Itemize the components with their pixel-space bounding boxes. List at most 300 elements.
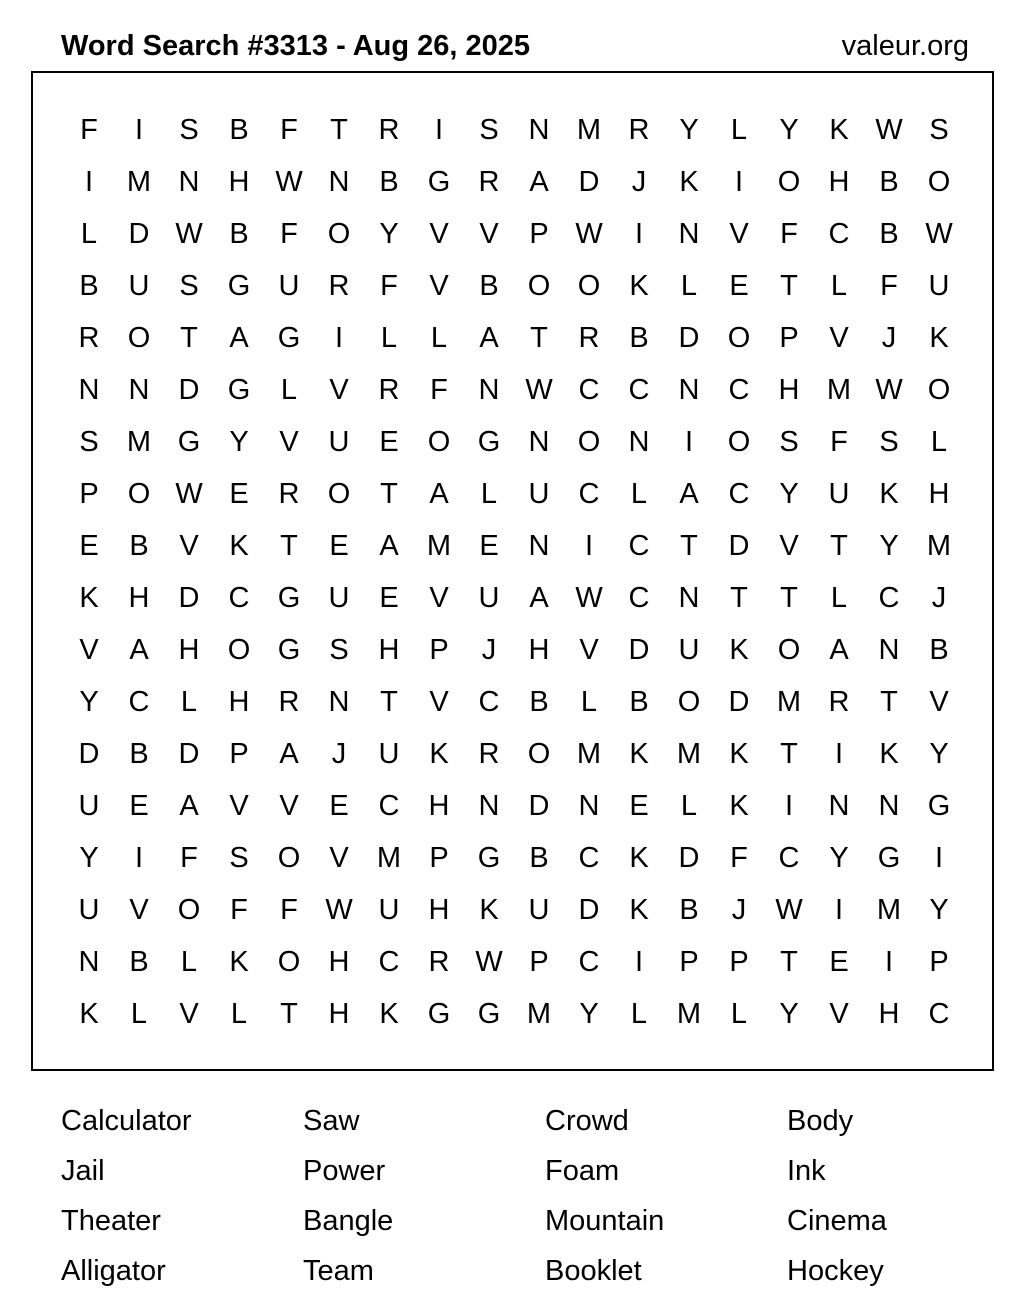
grid-letter[interactable]: O [527,270,551,302]
grid-letter[interactable]: C [828,218,850,250]
grid-letter[interactable]: K [879,478,899,510]
grid-letter[interactable]: H [328,946,350,978]
grid-letter[interactable]: D [78,738,100,770]
grid-letter[interactable]: E [379,582,399,614]
grid-letter[interactable]: B [629,686,649,718]
grid-letter[interactable]: N [128,374,150,406]
grid-letter[interactable]: C [578,946,600,978]
grid-letter[interactable]: C [578,842,600,874]
grid-letter[interactable]: U [328,426,350,458]
grid-letter[interactable]: D [178,374,200,406]
grid-letter[interactable]: Y [779,114,799,146]
grid-letter[interactable]: F [880,270,898,302]
grid-letter[interactable]: L [730,114,748,146]
grid-letter[interactable]: E [329,790,349,822]
grid-letter[interactable]: K [479,894,499,926]
grid-letter[interactable]: V [129,894,149,926]
grid-letter[interactable]: G [277,322,301,354]
grid-letter[interactable]: E [479,530,499,562]
grid-letter[interactable]: S [79,426,99,458]
grid-letter[interactable]: B [129,738,149,770]
grid-letter[interactable]: U [378,894,400,926]
grid-letter[interactable]: N [878,634,900,666]
grid-letter[interactable]: D [728,686,750,718]
grid-letter[interactable]: F [730,842,748,874]
grid-letter[interactable]: P [529,218,549,250]
grid-letter[interactable]: V [429,582,449,614]
grid-letter[interactable]: L [730,998,748,1030]
grid-letter[interactable]: W [575,218,603,250]
grid-letter[interactable]: R [478,738,500,770]
grid-letter[interactable]: A [529,166,549,198]
grid-letter[interactable]: H [328,998,350,1030]
grid-letter[interactable]: L [830,270,848,302]
grid-letter[interactable]: D [578,166,600,198]
grid-letter[interactable]: B [129,530,149,562]
grid-letter[interactable]: V [279,426,299,458]
grid-letter[interactable]: U [378,738,400,770]
grid-letter[interactable]: B [229,114,249,146]
grid-letter[interactable]: T [330,114,348,146]
grid-letter[interactable]: A [429,478,449,510]
grid-letter[interactable]: H [928,478,950,510]
grid-letter[interactable]: M [676,738,702,770]
grid-letter[interactable]: G [277,582,301,614]
grid-letter[interactable]: P [229,738,249,770]
grid-letter[interactable]: R [278,686,300,718]
grid-letter[interactable]: V [329,374,349,406]
grid-letter[interactable]: F [180,842,198,874]
grid-letter[interactable]: L [280,374,298,406]
grid-letter[interactable]: M [826,374,852,406]
grid-letter[interactable]: P [429,634,449,666]
grid-letter[interactable]: E [629,790,649,822]
grid-letter[interactable]: C [728,374,750,406]
grid-letter[interactable]: M [676,998,702,1030]
grid-letter[interactable]: V [79,634,99,666]
grid-letter[interactable]: C [578,478,600,510]
grid-letter[interactable]: L [680,270,698,302]
grid-letter[interactable]: G [927,790,951,822]
grid-letter[interactable]: O [427,426,451,458]
grid-letter[interactable]: U [528,894,550,926]
grid-letter[interactable]: G [177,426,201,458]
grid-letter[interactable]: A [229,322,249,354]
grid-letter[interactable]: N [478,790,500,822]
grid-letter[interactable]: R [78,322,100,354]
grid-letter[interactable]: S [879,426,899,458]
grid-letter[interactable]: C [628,530,650,562]
grid-letter[interactable]: T [780,582,798,614]
grid-letter[interactable]: V [429,218,449,250]
grid-letter[interactable]: G [427,166,451,198]
grid-letter[interactable]: B [879,218,899,250]
grid-letter[interactable]: A [379,530,399,562]
grid-letter[interactable]: V [829,322,849,354]
grid-letter[interactable]: T [780,270,798,302]
grid-letter[interactable]: I [734,166,744,198]
grid-letter[interactable]: C [928,998,950,1030]
grid-letter[interactable]: P [779,322,799,354]
grid-letter[interactable]: W [925,218,953,250]
grid-letter[interactable]: K [429,738,449,770]
grid-letter[interactable]: K [79,998,99,1030]
grid-letter[interactable]: T [380,686,398,718]
grid-letter[interactable]: C [578,374,600,406]
grid-letter[interactable]: E [329,530,349,562]
grid-letter[interactable]: H [228,686,250,718]
grid-letter[interactable]: R [628,114,650,146]
grid-letter[interactable]: K [879,738,899,770]
grid-letter[interactable]: H [778,374,800,406]
grid-letter[interactable]: T [530,322,548,354]
grid-letter[interactable]: M [426,530,452,562]
grid-letter[interactable]: R [378,374,400,406]
grid-letter[interactable]: V [479,218,499,250]
grid-letter[interactable]: B [929,634,949,666]
grid-letter[interactable]: M [776,686,802,718]
grid-letter[interactable]: R [328,270,350,302]
grid-letter[interactable]: E [129,790,149,822]
grid-letter[interactable]: E [379,426,399,458]
grid-letter[interactable]: R [378,114,400,146]
grid-letter[interactable]: O [777,166,801,198]
grid-letter[interactable]: N [178,166,200,198]
grid-letter[interactable]: B [79,270,99,302]
grid-letter[interactable]: W [475,946,503,978]
grid-letter[interactable]: O [127,478,151,510]
grid-letter[interactable]: P [529,946,549,978]
grid-letter[interactable]: I [934,842,944,874]
grid-letter[interactable]: A [179,790,199,822]
grid-letter[interactable]: J [731,894,747,926]
grid-letter[interactable]: K [729,790,749,822]
grid-letter[interactable]: W [575,582,603,614]
grid-letter[interactable]: T [380,478,398,510]
grid-letter[interactable]: C [628,582,650,614]
grid-letter[interactable]: B [879,166,899,198]
grid-letter[interactable]: A [129,634,149,666]
grid-letter[interactable]: C [128,686,150,718]
grid-letter[interactable]: O [677,686,701,718]
grid-letter[interactable]: I [634,946,644,978]
grid-letter[interactable]: V [829,998,849,1030]
grid-letter[interactable]: L [180,946,198,978]
grid-letter[interactable]: W [275,166,303,198]
grid-letter[interactable]: B [229,218,249,250]
grid-letter[interactable]: G [277,634,301,666]
grid-letter[interactable]: H [178,634,200,666]
grid-letter[interactable]: M [376,842,402,874]
grid-letter[interactable]: U [78,894,100,926]
grid-letter[interactable]: D [178,582,200,614]
grid-letter[interactable]: O [327,218,351,250]
grid-letter[interactable]: K [629,894,649,926]
grid-letter[interactable]: N [678,374,700,406]
grid-letter[interactable]: M [526,998,552,1030]
grid-letter[interactable]: B [479,270,499,302]
grid-letter[interactable]: Y [929,894,949,926]
grid-letter[interactable]: C [728,478,750,510]
grid-letter[interactable]: Y [779,998,799,1030]
grid-letter[interactable]: B [629,322,649,354]
grid-letter[interactable]: C [378,946,400,978]
grid-letter[interactable]: G [477,426,501,458]
grid-letter[interactable]: K [629,738,649,770]
grid-letter[interactable]: R [828,686,850,718]
grid-letter[interactable]: Y [929,738,949,770]
grid-letter[interactable]: L [80,218,98,250]
grid-letter[interactable]: A [829,634,849,666]
grid-letter[interactable]: N [528,114,550,146]
grid-letter[interactable]: I [784,790,794,822]
grid-letter[interactable]: H [378,634,400,666]
grid-letter[interactable]: B [129,946,149,978]
grid-letter[interactable]: S [929,114,949,146]
grid-letter[interactable]: I [134,114,144,146]
grid-letter[interactable]: U [328,582,350,614]
grid-letter[interactable]: R [278,478,300,510]
grid-letter[interactable]: R [478,166,500,198]
grid-letter[interactable]: T [780,946,798,978]
grid-letter[interactable]: P [679,946,699,978]
grid-letter[interactable]: K [79,582,99,614]
grid-letter[interactable]: N [678,582,700,614]
grid-letter[interactable]: D [178,738,200,770]
grid-letter[interactable]: L [630,998,648,1030]
grid-letter[interactable]: K [629,270,649,302]
grid-letter[interactable]: S [479,114,499,146]
grid-letter[interactable]: C [478,686,500,718]
grid-letter[interactable]: Y [229,426,249,458]
grid-letter[interactable]: C [628,374,650,406]
grid-letter[interactable]: Y [79,686,99,718]
grid-letter[interactable]: K [729,634,749,666]
grid-letter[interactable]: P [429,842,449,874]
grid-letter[interactable]: Y [779,478,799,510]
grid-letter[interactable]: U [278,270,300,302]
grid-letter[interactable]: W [875,374,903,406]
grid-letter[interactable]: F [430,374,448,406]
grid-letter[interactable]: N [528,426,550,458]
grid-letter[interactable]: L [130,998,148,1030]
grid-letter[interactable]: K [379,998,399,1030]
grid-letter[interactable]: U [678,634,700,666]
grid-letter[interactable]: B [529,686,549,718]
grid-letter[interactable]: O [727,426,751,458]
grid-letter[interactable]: T [180,322,198,354]
grid-letter[interactable]: B [679,894,699,926]
grid-letter[interactable]: G [227,270,251,302]
grid-letter[interactable]: E [229,478,249,510]
grid-letter[interactable]: D [528,790,550,822]
grid-letter[interactable]: M [126,166,152,198]
grid-letter[interactable]: O [327,478,351,510]
grid-letter[interactable]: O [777,634,801,666]
grid-letter[interactable]: V [579,634,599,666]
grid-letter[interactable]: W [775,894,803,926]
grid-letter[interactable]: V [179,998,199,1030]
grid-letter[interactable]: C [878,582,900,614]
grid-letter[interactable]: K [729,738,749,770]
grid-letter[interactable]: R [578,322,600,354]
grid-letter[interactable]: Y [879,530,899,562]
grid-letter[interactable]: V [929,686,949,718]
grid-letter[interactable]: K [229,946,249,978]
grid-letter[interactable]: J [481,634,497,666]
grid-letter[interactable]: K [629,842,649,874]
grid-letter[interactable]: L [830,582,848,614]
grid-letter[interactable]: T [280,530,298,562]
grid-letter[interactable]: V [179,530,199,562]
grid-letter[interactable]: U [528,478,550,510]
grid-letter[interactable]: Y [79,842,99,874]
grid-letter[interactable]: L [430,322,448,354]
grid-letter[interactable]: O [727,322,751,354]
grid-letter[interactable]: N [578,790,600,822]
grid-letter[interactable]: V [429,270,449,302]
grid-letter[interactable]: B [529,842,549,874]
grid-letter[interactable]: O [277,946,301,978]
grid-letter[interactable]: N [328,166,350,198]
grid-letter[interactable]: L [930,426,948,458]
grid-letter[interactable]: I [134,842,144,874]
grid-letter[interactable]: W [875,114,903,146]
grid-letter[interactable]: L [380,322,398,354]
grid-letter[interactable]: S [329,634,349,666]
grid-letter[interactable]: K [829,114,849,146]
grid-letter[interactable]: V [329,842,349,874]
grid-letter[interactable]: V [729,218,749,250]
grid-letter[interactable]: R [428,946,450,978]
grid-letter[interactable]: T [730,582,748,614]
grid-letter[interactable]: O [527,738,551,770]
grid-letter[interactable]: I [634,218,644,250]
grid-letter[interactable]: I [684,426,694,458]
grid-letter[interactable]: L [580,686,598,718]
grid-letter[interactable]: M [576,114,602,146]
grid-letter[interactable]: C [378,790,400,822]
grid-letter[interactable]: N [78,374,100,406]
grid-letter[interactable]: H [828,166,850,198]
grid-letter[interactable]: S [179,114,199,146]
grid-letter[interactable]: K [679,166,699,198]
grid-letter[interactable]: W [175,218,203,250]
grid-letter[interactable]: I [334,322,344,354]
grid-letter[interactable]: F [230,894,248,926]
grid-letter[interactable]: F [280,114,298,146]
grid-letter[interactable]: P [929,946,949,978]
grid-letter[interactable]: U [78,790,100,822]
grid-letter[interactable]: I [84,166,94,198]
grid-letter[interactable]: G [227,374,251,406]
grid-letter[interactable]: G [427,998,451,1030]
grid-letter[interactable]: H [128,582,150,614]
grid-letter[interactable]: K [929,322,949,354]
grid-letter[interactable]: S [229,842,249,874]
grid-letter[interactable]: N [328,686,350,718]
grid-letter[interactable]: V [779,530,799,562]
grid-letter[interactable]: C [228,582,250,614]
grid-letter[interactable]: P [79,478,99,510]
grid-letter[interactable]: L [630,478,648,510]
grid-letter[interactable]: F [830,426,848,458]
grid-letter[interactable]: W [325,894,353,926]
grid-letter[interactable]: I [834,738,844,770]
grid-letter[interactable]: O [177,894,201,926]
grid-letter[interactable]: A [479,322,499,354]
grid-letter[interactable]: N [828,790,850,822]
grid-letter[interactable]: N [478,374,500,406]
grid-letter[interactable]: A [279,738,299,770]
grid-letter[interactable]: N [528,530,550,562]
grid-letter[interactable]: F [280,894,298,926]
grid-letter[interactable]: N [678,218,700,250]
grid-letter[interactable]: F [780,218,798,250]
grid-letter[interactable]: E [829,946,849,978]
grid-letter[interactable]: A [679,478,699,510]
grid-letter[interactable]: I [584,530,594,562]
grid-letter[interactable]: V [229,790,249,822]
grid-letter[interactable]: E [79,530,99,562]
grid-letter[interactable]: I [834,894,844,926]
grid-letter[interactable]: H [428,790,450,822]
grid-letter[interactable]: K [229,530,249,562]
grid-letter[interactable]: W [525,374,553,406]
grid-letter[interactable]: U [128,270,150,302]
grid-letter[interactable]: A [529,582,549,614]
grid-letter[interactable]: J [331,738,347,770]
grid-letter[interactable]: O [927,166,951,198]
grid-letter[interactable]: H [228,166,250,198]
grid-letter[interactable]: J [631,166,647,198]
grid-letter[interactable]: C [778,842,800,874]
grid-letter[interactable]: J [931,582,947,614]
grid-letter[interactable]: F [80,114,98,146]
grid-letter[interactable]: N [628,426,650,458]
grid-letter[interactable]: H [878,998,900,1030]
grid-letter[interactable]: O [927,374,951,406]
grid-letter[interactable]: G [477,842,501,874]
grid-letter[interactable]: I [434,114,444,146]
grid-letter[interactable]: O [227,634,251,666]
grid-letter[interactable]: T [280,998,298,1030]
grid-letter[interactable]: U [828,478,850,510]
grid-letter[interactable]: L [180,686,198,718]
grid-letter[interactable]: V [279,790,299,822]
grid-letter[interactable]: Y [829,842,849,874]
grid-letter[interactable]: L [680,790,698,822]
grid-letter[interactable]: S [179,270,199,302]
grid-letter[interactable]: L [480,478,498,510]
grid-letter[interactable]: T [680,530,698,562]
grid-letter[interactable]: O [127,322,151,354]
grid-letter[interactable]: M [876,894,902,926]
grid-letter[interactable]: M [926,530,952,562]
grid-letter[interactable]: J [881,322,897,354]
grid-letter[interactable]: D [628,634,650,666]
grid-letter[interactable]: T [780,738,798,770]
grid-letter[interactable]: G [477,998,501,1030]
grid-letter[interactable]: N [878,790,900,822]
grid-letter[interactable]: H [428,894,450,926]
grid-letter[interactable]: P [729,946,749,978]
grid-letter[interactable]: E [729,270,749,302]
grid-letter[interactable]: D [578,894,600,926]
grid-letter[interactable]: D [728,530,750,562]
grid-letter[interactable]: O [277,842,301,874]
grid-letter[interactable]: D [678,842,700,874]
